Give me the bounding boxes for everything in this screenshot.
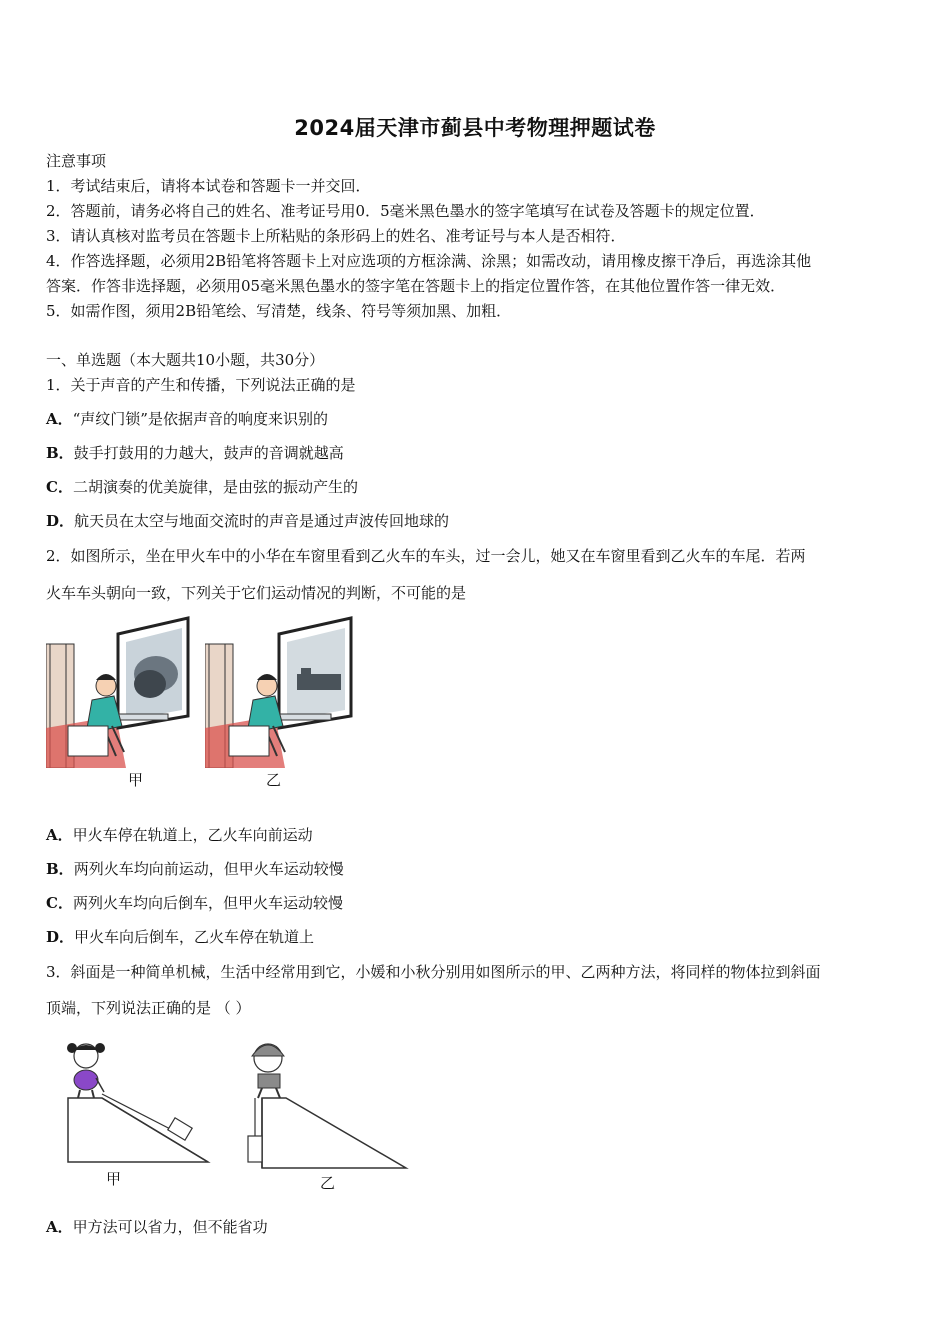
option-text: 甲火车停在轨道上，乙火车向前运动	[72, 826, 313, 844]
option-letter: B．	[46, 860, 74, 878]
option-letter: D．	[46, 512, 75, 530]
option-d	[46, 927, 314, 947]
question-stem: 2．如图所示，坐在甲火车中的小华在车窗里看到乙火车的车头，过一会儿，她又在车窗里看到乙火车的车尾．若两	[46, 547, 806, 565]
option-b	[46, 859, 344, 879]
option-text: 甲火车向后倒车，乙火车停在轨道上	[74, 928, 315, 946]
figure-caption-yi: 乙	[320, 1174, 336, 1192]
option-text: 二胡演奏的优美旋律，是由弦的振动产生的	[72, 478, 358, 496]
figure-caption-yi: 乙	[266, 771, 282, 789]
option-a	[46, 825, 313, 845]
option-text: 两列火车均向前运动，但甲火车运动较慢	[73, 860, 344, 878]
question-stem: 3．斜面是一种简单机械，生活中经常用到它，小媛和小秋分别用如图所示的甲、乙两种方法，将同样的物体拉到斜面	[46, 963, 821, 981]
notice-item: 答案．作答非选择题，必须用05毫米黑色墨水的签字笔在答题卡上的指定位置作答，在其他位置作答一律无效．	[46, 277, 786, 295]
option-text: 航天员在太空与地面交流时的声音是通过声波传回地球的	[74, 512, 450, 530]
question-stem: 顶端，下列说法正确的是 （ ）	[46, 999, 251, 1017]
option-b	[46, 443, 344, 463]
question-stem: 1．关于声音的产生和传播，下列说法正确的是	[46, 376, 356, 394]
page-title: 2024届天津市蓟县中考物理押题试卷	[294, 116, 656, 140]
option-c	[46, 477, 358, 497]
notice-item: 4．作答选择题，必须用2B铅笔将答题卡上对应选项的方框涂满、涂黑；如需改动，请用橡皮擦干净后，再选涂其他	[46, 252, 812, 270]
option-letter: A．	[46, 410, 73, 428]
figure-caption-jia: 甲	[106, 1170, 122, 1188]
option-letter: A．	[46, 1218, 73, 1236]
incline-figure-jia	[62, 1036, 214, 1168]
option-c	[46, 893, 343, 913]
notice-item: 5．如需作图，须用2B铅笔绘、写清楚，线条、符号等须加黑、加粗．	[46, 302, 512, 320]
option-text: 甲方法可以省力，但不能省功	[72, 1218, 268, 1236]
train-figure-jia	[46, 616, 191, 768]
incline-figure-yi	[244, 1036, 412, 1172]
notice-item: 1．考试结束后，请将本试卷和答题卡一并交回．	[46, 177, 371, 195]
train-figure-yi	[205, 616, 355, 768]
option-d	[46, 511, 449, 531]
notice-heading: 注意事项	[46, 152, 107, 170]
notice-item: 3．请认真核对监考员在答题卡上所粘贴的条形码上的姓名、准考证号与本人是否相符．	[46, 227, 626, 245]
section-heading: 一、单选题（本大题共10小题，共30分）	[46, 351, 325, 369]
figure-caption-jia: 甲	[128, 771, 144, 789]
option-letter: B．	[46, 444, 74, 462]
question-stem: 火车车头朝向一致，下列关于它们运动情况的判断，不可能的是	[46, 584, 467, 602]
option-letter: C．	[46, 478, 73, 496]
option-letter: A．	[46, 826, 73, 844]
option-a	[46, 409, 328, 429]
option-letter: D．	[46, 928, 75, 946]
notice-item: 2．答题前，请务必将自己的姓名、准考证号用0．5毫米黑色墨水的签字笔填写在试卷及答题卡的规定位置．	[46, 202, 765, 220]
option-a	[46, 1217, 268, 1237]
option-letter: C．	[46, 894, 73, 912]
option-text: 两列火车均向后倒车，但甲火车运动较慢	[72, 894, 343, 912]
option-text: “声纹门锁”是依据声音的响度来识别的	[72, 410, 328, 428]
option-text: 鼓手打鼓用的力越大，鼓声的音调就越高	[73, 444, 344, 462]
